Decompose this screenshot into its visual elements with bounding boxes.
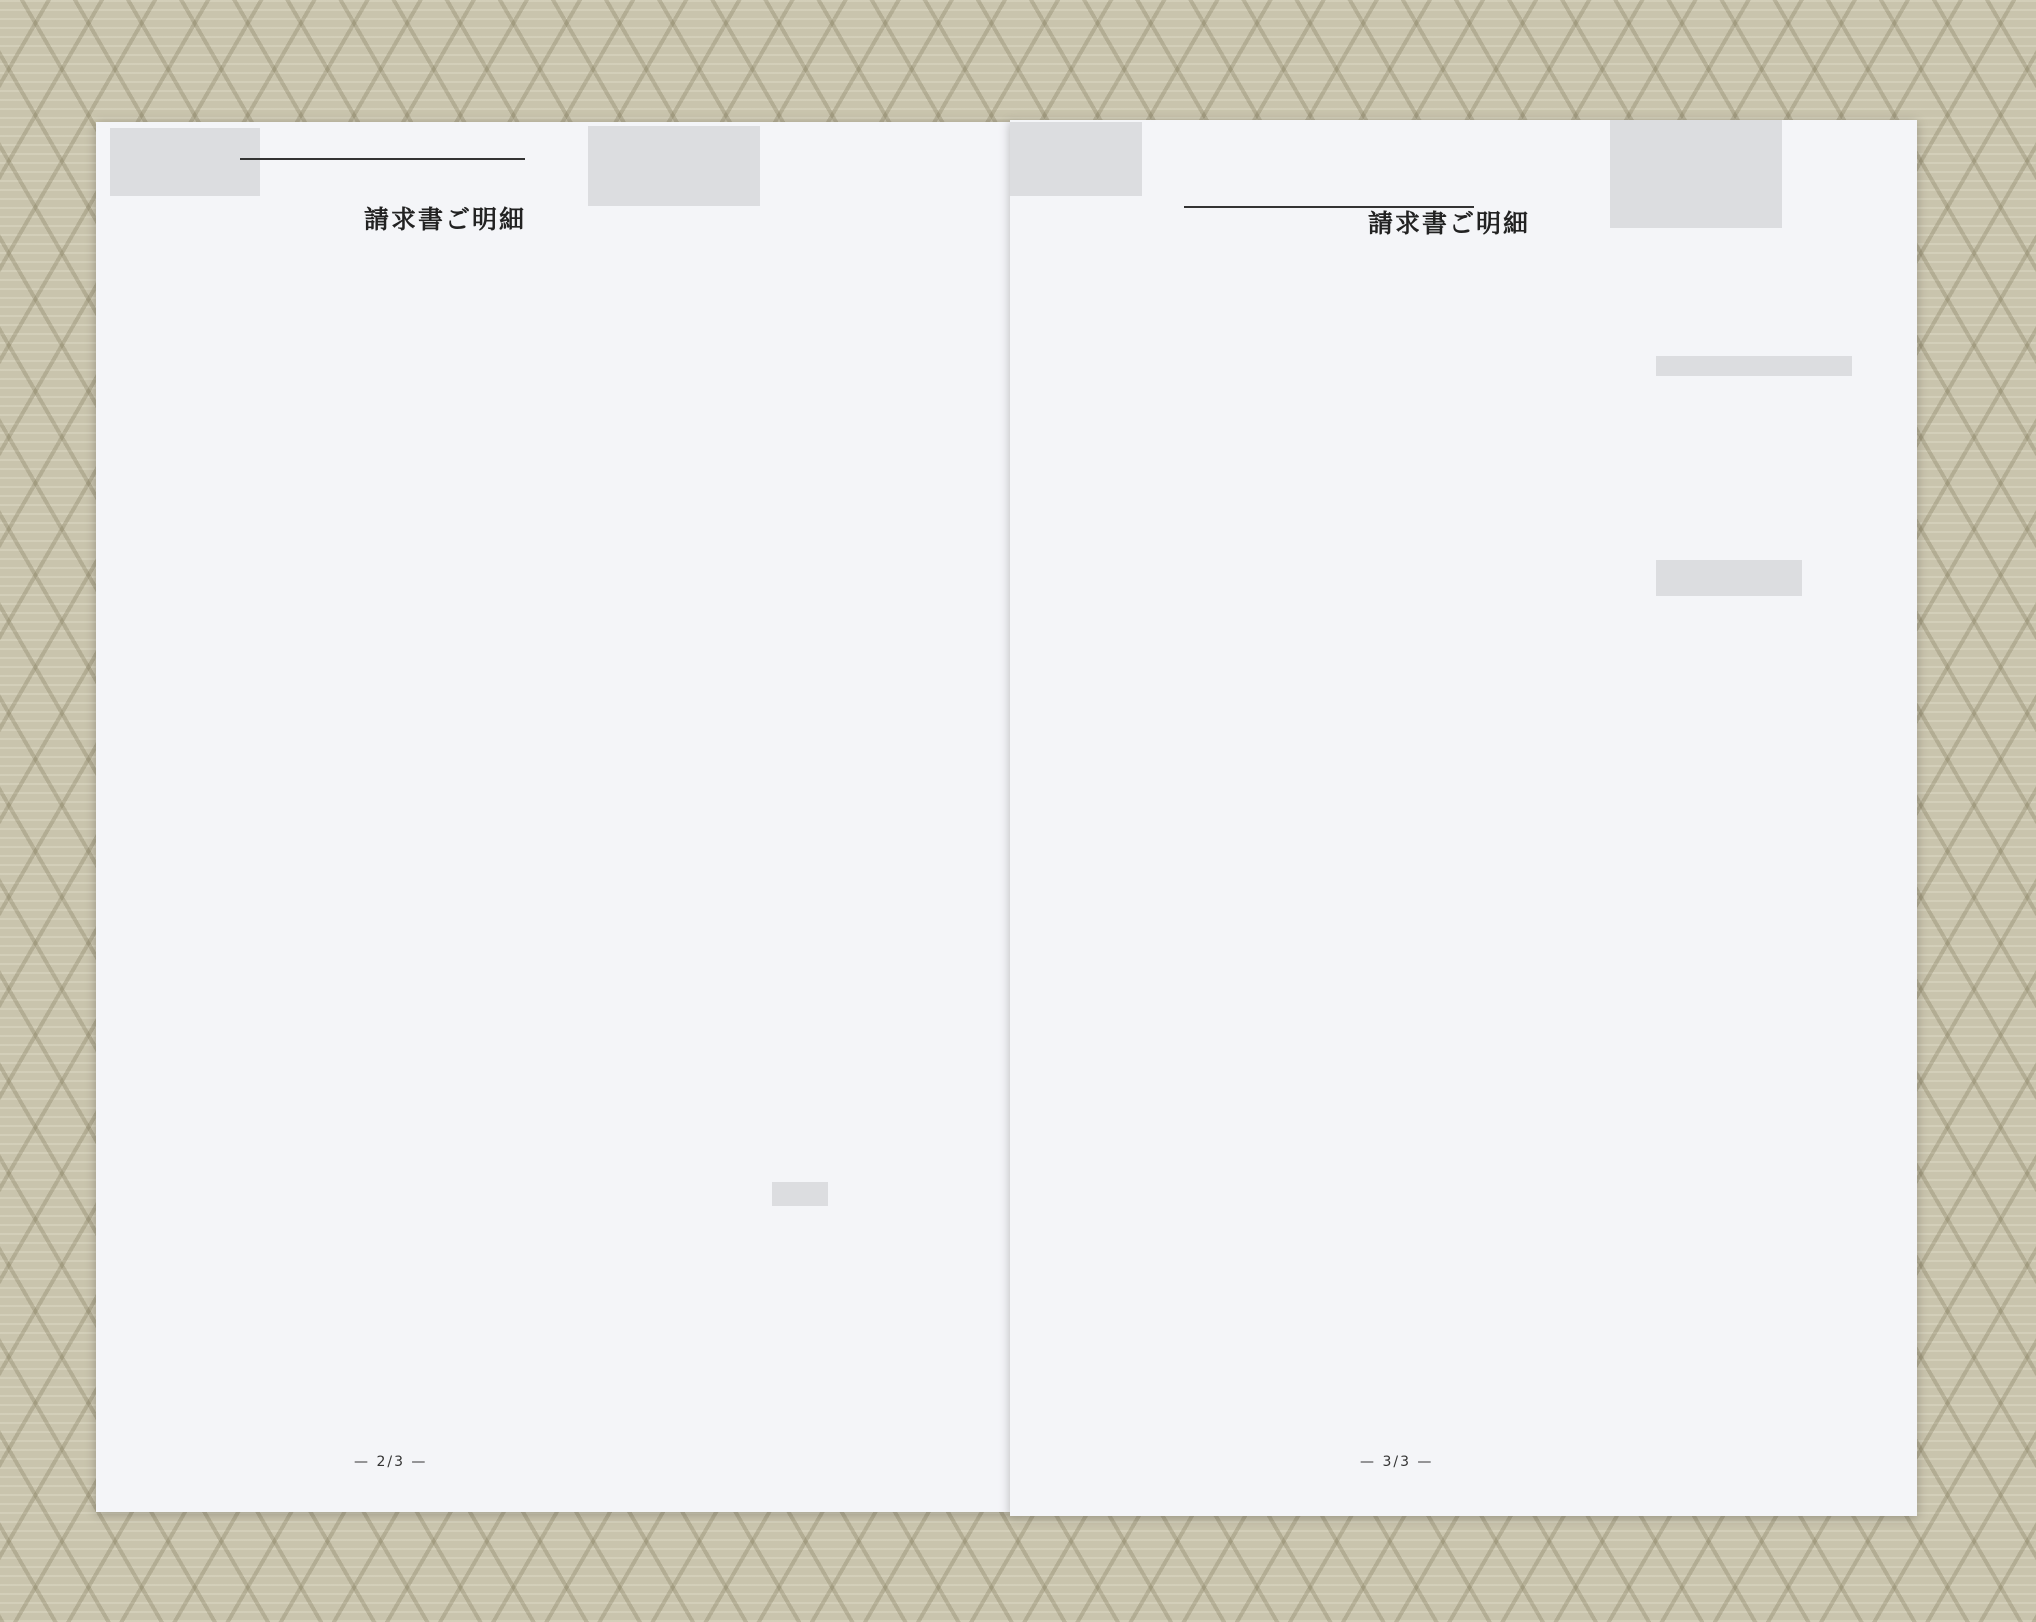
invoice-page-2 xyxy=(96,122,1013,1512)
name-underline xyxy=(240,158,525,160)
page-title: 請求書ご明細 xyxy=(364,205,527,234)
redacted-area xyxy=(1656,560,1802,596)
redacted-area xyxy=(1010,122,1142,196)
redacted-area xyxy=(1610,120,1782,228)
redacted-area xyxy=(588,126,760,206)
redacted-area xyxy=(110,128,260,196)
page-number: — 2/3 — xyxy=(354,1454,428,1470)
invoice-page-3 xyxy=(1010,120,1917,1516)
redacted-area xyxy=(1656,356,1852,376)
page-number: — 3/3 — xyxy=(1360,1454,1434,1470)
redacted-area xyxy=(772,1182,828,1206)
page-title: 請求書ご明細 xyxy=(1368,209,1531,238)
